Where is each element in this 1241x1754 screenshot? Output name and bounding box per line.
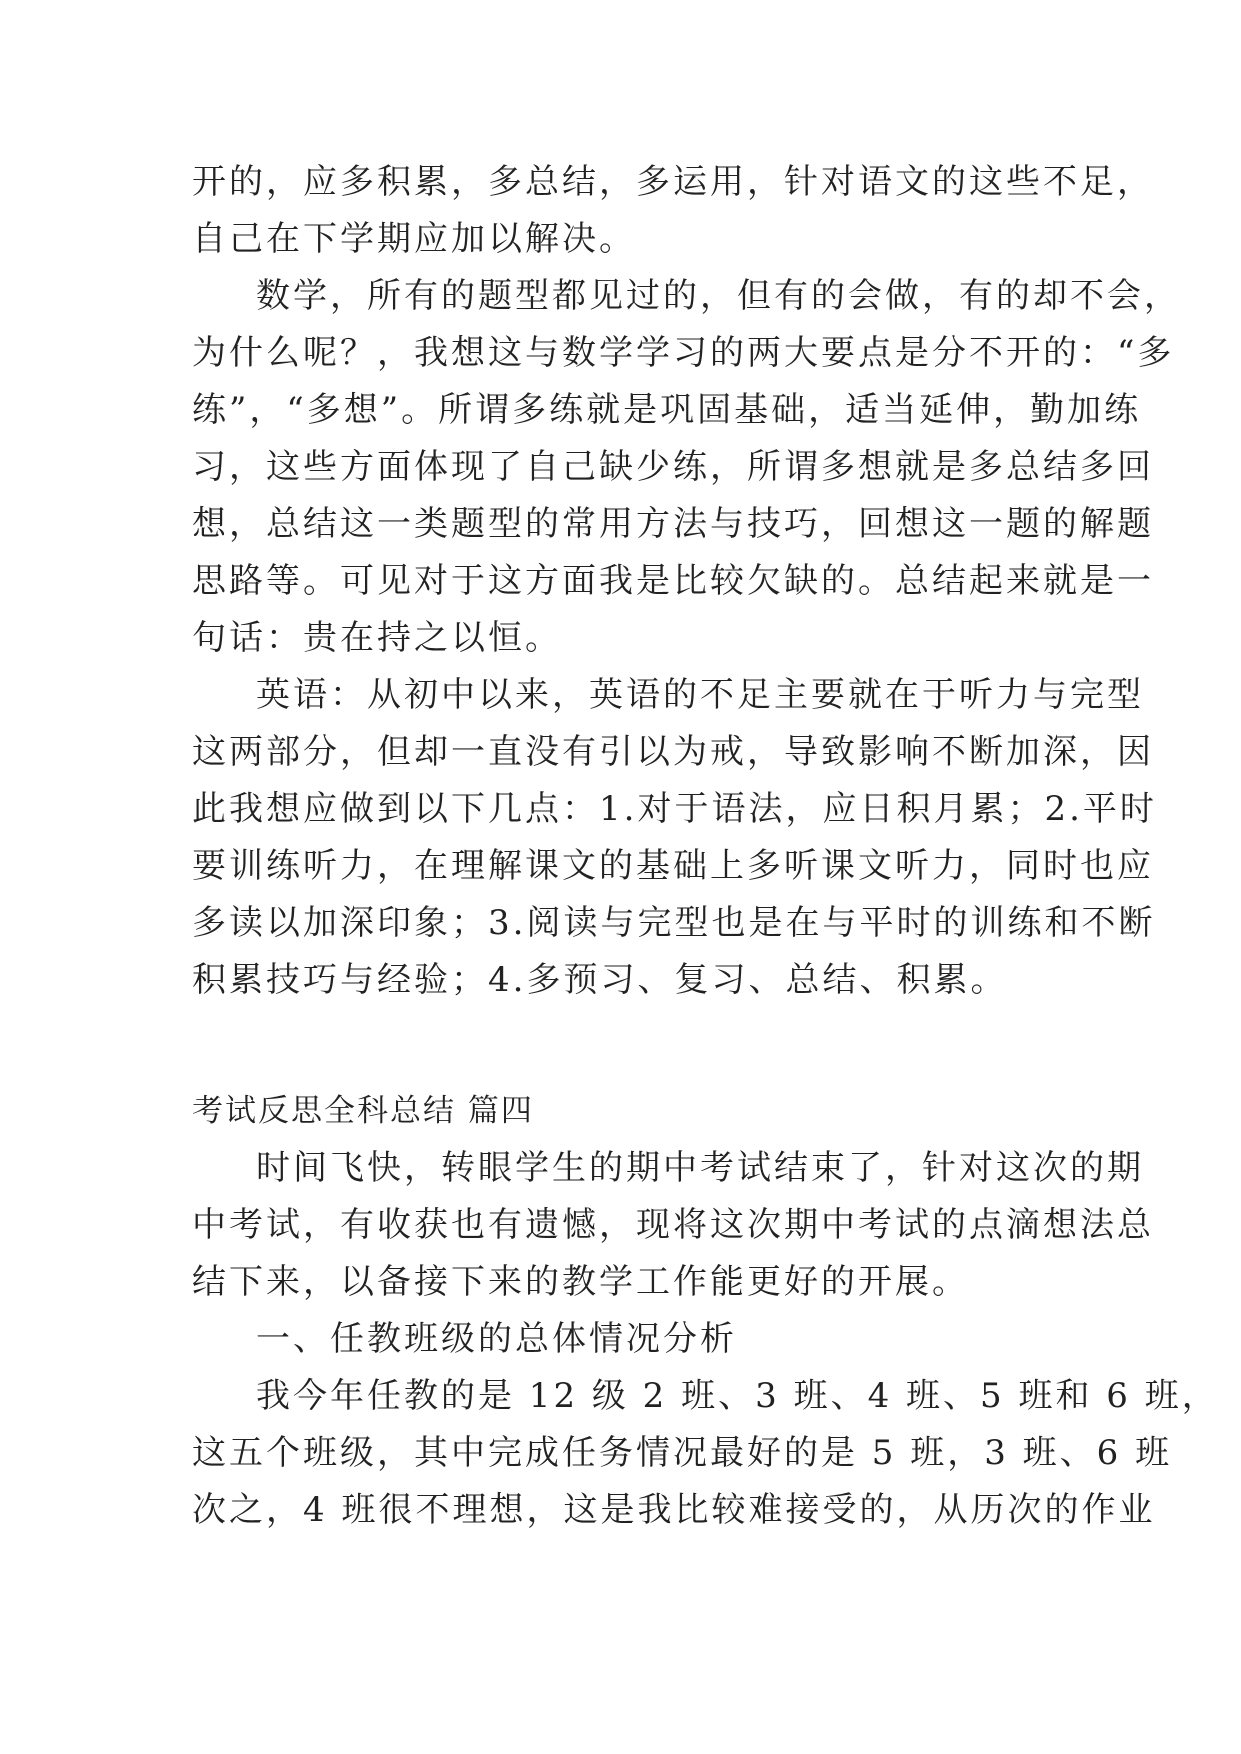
text-line: 为什么呢？，我想这与数学学习的两大要点是分不开的：“多 [192, 333, 1175, 373]
text-line: 这两部分，但却一直没有引以为戒，导致影响不断加深，因 [192, 732, 1154, 772]
text-line: 多读以加深印象；3.阅读与完型也是在与平时的训练和不断 [192, 903, 1156, 943]
text-line: 此我想应做到以下几点：1.对于语法，应日积月累；2.平时 [192, 789, 1157, 829]
text-line: 句话：贵在持之以恒。 [192, 618, 562, 658]
text-line: 次之，4 班很不理想，这是我比较难接受的，从历次的作业 [192, 1490, 1156, 1530]
paragraph-math-start: 数学，所有的题型都见过的，但有的会做，有的却不会， [256, 276, 1181, 316]
paragraph-intro-start: 时间飞快，转眼学生的期中考试结束了，针对这次的期 [256, 1148, 1144, 1188]
text-line: 要训练听力，在理解课文的基础上多听课文听力，同时也应 [192, 846, 1154, 886]
text-line: 习，这些方面体现了自己缺少练，所谓多想就是多总结多回 [192, 447, 1154, 487]
text-line: 练”，“多想”。所谓多练就是巩固基础，适当延伸，勤加练 [192, 390, 1142, 430]
text-line: 结下来，以备接下来的教学工作能更好的开展。 [192, 1262, 969, 1302]
paragraph-english-start: 英语：从初中以来，英语的不足主要就在于听力与完型 [256, 675, 1144, 715]
text-line: 开的，应多积累，多总结，多运用，针对语文的这些不足， [192, 162, 1154, 202]
text-line: 想，总结这一类题型的常用方法与技巧，回想这一题的解题 [192, 504, 1154, 544]
text-line: 自己在下学期应加以解决。 [192, 219, 636, 259]
section-heading: 考试反思全科总结 篇四 [192, 1093, 534, 1129]
text-line: 这五个班级，其中完成任务情况最好的是 5 班，3 班、6 班 [192, 1433, 1173, 1473]
text-line: 思路等。可见对于这方面我是比较欠缺的。总结起来就是一 [192, 561, 1154, 601]
text-line: 积累技巧与经验；4.多预习、复习、总结、积累。 [192, 960, 1008, 1000]
text-line: 中考试，有收获也有遗憾，现将这次期中考试的点滴想法总 [192, 1205, 1154, 1245]
paragraph-classes-start: 我今年任教的是 12 级 2 班、3 班、4 班、5 班和 6 班， [256, 1376, 1219, 1416]
subheading: 一、任教班级的总体情况分析 [256, 1319, 737, 1359]
